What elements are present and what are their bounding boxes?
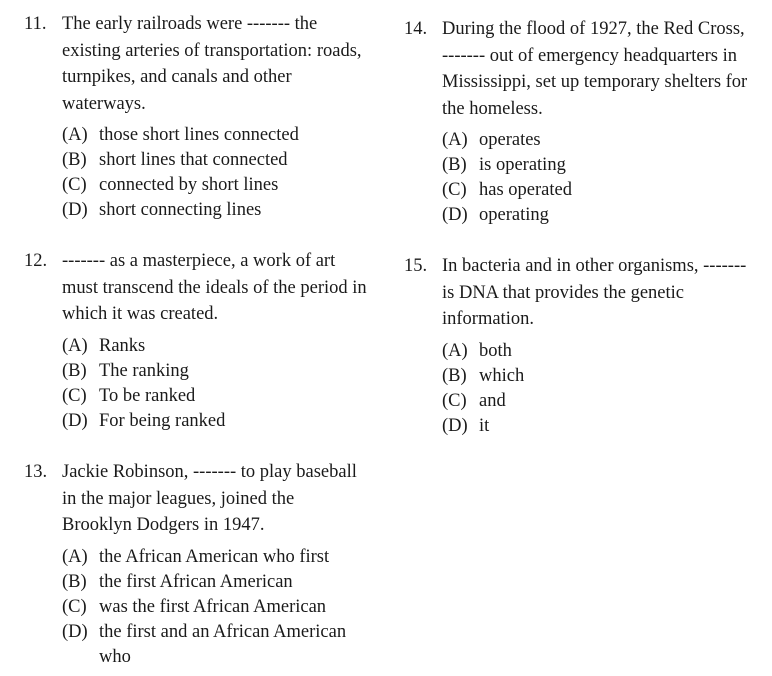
option-text: operating [479,205,549,225]
option-letter: (A) [62,335,88,356]
option-text: Ranks [99,335,146,356]
question-number: 11. [24,14,47,34]
option-text: which [479,365,525,386]
option-text: For being ranked [99,410,226,431]
question-number: 13. [24,462,48,482]
option-letter: (A) [62,125,88,145]
option-text: is operating [479,155,566,175]
question-number: 12. [24,251,48,271]
option-letter: (C) [442,180,467,200]
option-letter: (C) [62,175,87,195]
option-letter: (B) [442,365,467,386]
option-letter: (B) [62,571,87,592]
option-text: connected by short lines [99,175,279,195]
question-stem: ------- as a masterpiece, a work of art must transcend the ideals of the period in which it was created. [62,251,367,324]
question-13 [24,459,374,670]
option-c[interactable] [62,384,374,409]
option-c[interactable] [442,178,754,203]
question-stem: During the flood of 1927, the Red Cross, ------- out of emergency headquarters in Mississippi, set up temporary shelters for the homeless. [442,19,748,119]
option-a[interactable] [442,339,754,364]
option-a[interactable] [62,334,374,359]
option-d[interactable] [62,620,374,670]
answer-options [442,128,754,228]
option-letter: (C) [62,385,87,406]
question-number: 15. [404,256,428,276]
question-stem: Jackie Robinson, ------- to play baseball in the major leagues, joined the Brooklyn Dodgers in 1947. [62,462,357,535]
option-letter: (B) [62,360,87,381]
option-b[interactable] [442,153,754,178]
option-letter: (C) [62,596,87,617]
answer-options [442,339,754,439]
question-15 [404,253,754,439]
question-stem: The early railroads were ------- the existing arteries of transportation: roads, turnpikes, and canals and other waterways. [62,14,362,114]
option-text: the first African American [99,571,293,592]
option-letter: (B) [62,150,87,170]
question-stem: In bacteria and in other organisms, ------- is DNA that provides the genetic information. [442,256,747,329]
option-text: both [479,340,512,361]
answer-options [62,334,374,434]
option-letter: (B) [442,155,467,175]
option-d[interactable] [62,198,374,223]
option-text: was the first African American [99,596,327,617]
option-d[interactable] [442,414,754,439]
option-text: the African American who first [99,546,330,567]
answer-options [62,545,374,670]
option-letter: (C) [442,390,467,411]
option-letter: (D) [62,410,88,431]
question-11 [24,11,374,223]
option-text: and [479,390,506,411]
option-a[interactable] [62,545,374,570]
option-d[interactable] [62,409,374,434]
option-c[interactable] [62,595,374,620]
option-c[interactable] [442,389,754,414]
option-c[interactable] [62,173,374,198]
question-14 [404,16,754,228]
option-letter: (D) [62,200,88,220]
question-12 [24,248,374,434]
option-letter: (A) [442,130,468,150]
option-b[interactable] [62,570,374,595]
option-letter: (D) [62,621,88,642]
option-text: short lines that connected [99,150,288,170]
option-text: the first and an African American who [99,621,347,667]
option-a[interactable] [62,123,374,148]
option-letter: (D) [442,415,468,436]
option-letter: (D) [442,205,468,225]
option-letter: (A) [62,546,88,567]
answer-options [62,123,374,223]
option-text: operates [479,130,541,150]
option-b[interactable] [442,364,754,389]
option-text: those short lines connected [99,125,299,145]
option-text: has operated [479,180,572,200]
question-number: 14. [404,19,428,39]
option-text: it [479,415,490,436]
option-text: To be ranked [99,385,196,406]
option-letter: (A) [442,340,468,361]
option-b[interactable] [62,148,374,173]
option-b[interactable] [62,359,374,384]
option-text: short connecting lines [99,200,262,220]
option-d[interactable] [442,203,754,228]
option-a[interactable] [442,128,754,153]
option-text: The ranking [99,360,189,381]
